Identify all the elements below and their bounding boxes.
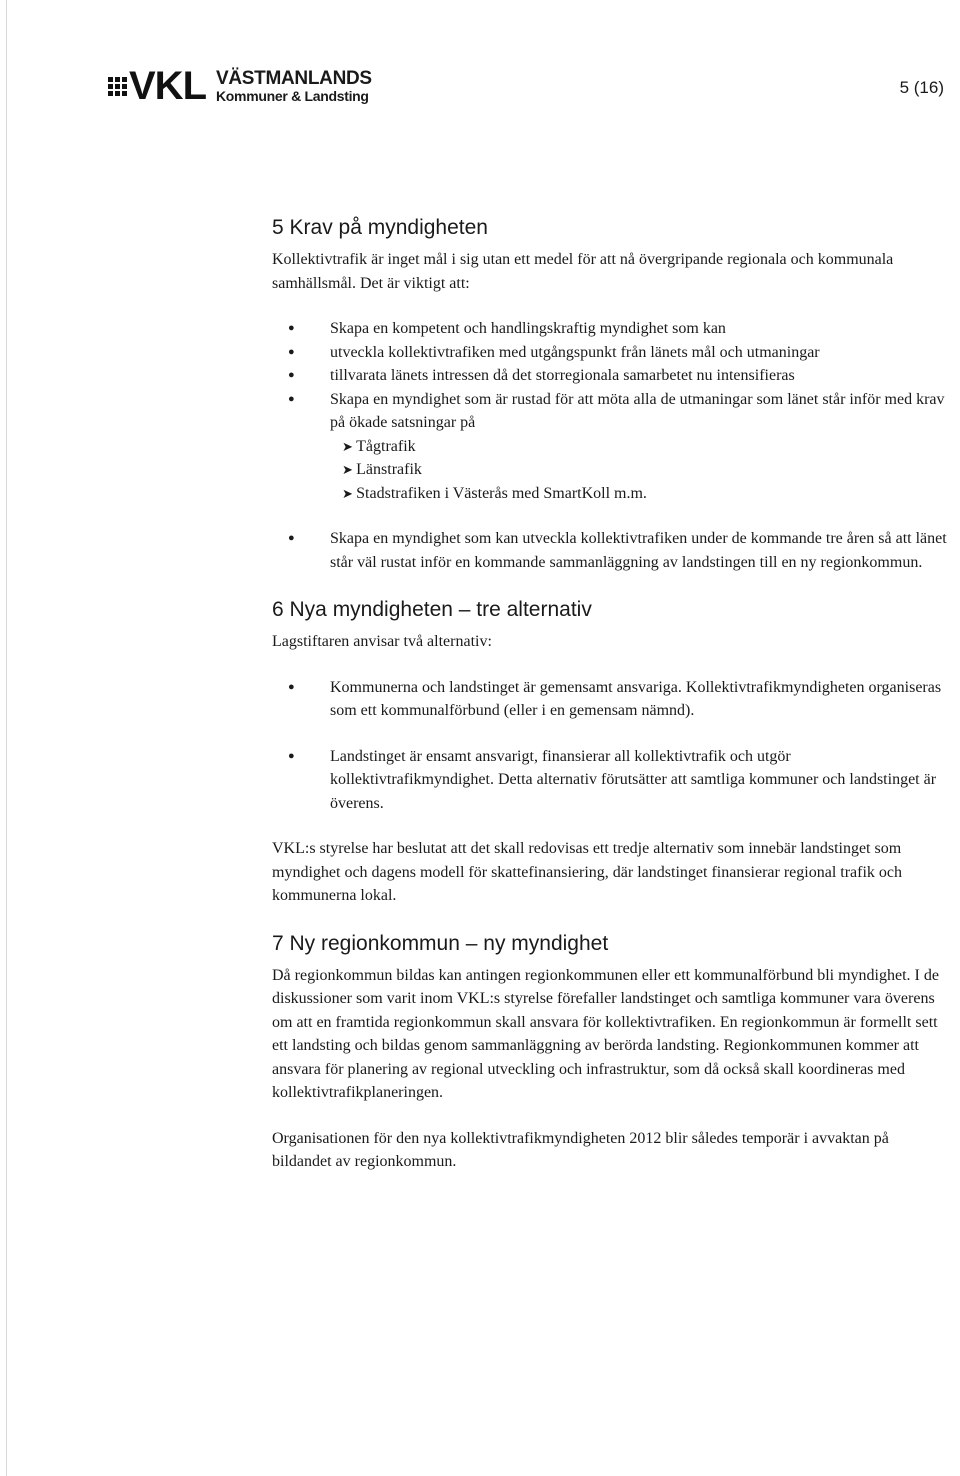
list-item: ● Skapa en myndighet som kan utveckla kollektivtrafiken under de kommande tre åren så att länet står väl rustat inför en kommande sammanläggning av landstingen till en ny regionkommun.	[272, 527, 952, 574]
list-item: ● utveckla kollektivtrafiken med utgångspunkt från länets mål och utmaningar	[272, 341, 952, 365]
document-body	[272, 214, 952, 1174]
sub-list-item: ➤ Länstrafik	[330, 458, 952, 482]
page-header	[108, 62, 948, 112]
vkl-logo	[108, 62, 372, 110]
section-5-heading: 5 Krav på myndigheten	[272, 216, 488, 239]
sub-list	[330, 435, 952, 506]
list-item: ● Kommunerna och landstinget är gemensamt ansvariga. Kollektivtrafikmyndigheten organiseras som ett kommunalförbund (eller i en gemensam nämnd).	[272, 676, 952, 723]
section-5-final-bullet	[272, 527, 952, 574]
sub-list-item: ➤ Stadstrafiken i Västerås med SmartKoll m.m.	[330, 482, 952, 506]
logo-name: VÄSTMANLANDS	[216, 67, 372, 89]
logo-text	[216, 69, 372, 104]
section-6-intro: Lagstiftaren anvisar två alternativ:	[272, 633, 492, 650]
section-6-bullet-list	[272, 676, 952, 816]
section-5-intro: Kollektivtrafik är inget mål i sig utan ett medel för att nå övergripande regionala och kommunala samhällsmål. Det är viktigt att:	[272, 251, 894, 292]
section-7-paragraph-1: Då regionkommun bildas kan antingen regionkommunen eller ett kommunalförbund bli myndighet. I de diskussioner som varit inom VKL:s styrelse förefaller landstinget och samtliga kommuner vara överens om att en framtida regionkommun skall ansvara för kollektivtrafiken. En regionkommun är formellt sett ett landsting och bildas genom sammanläggning av berörda landsting. Regionkommunen kommer att ansvara för planering av regional utveckling och infrastruktur, som då också skall koordineras med kollektivtrafikplaneringen.	[272, 966, 939, 1101]
list-item: ● Landstinget är ensamt ansvarigt, finansierar all kollektivtrafik och utgör kollektivtrafikmyndighet. Detta alternativ förutsätter att samtliga kommuner och landstinget är överens.	[272, 745, 952, 816]
list-item-text: Skapa en myndighet som är rustad för att möta alla de utmaningar som länet står inför med krav på ökade satsningar på	[330, 390, 945, 431]
section-6-paragraph: VKL:s styrelse har beslutat att det skall redovisas ett tredje alternativ som innebär landstinget som myndighet och dagens modell för skattefinansiering, där landstinget finansierar regional trafik och kommunerna lokal.	[272, 840, 903, 904]
logo-subtitle: Kommuner & Landsting	[216, 87, 369, 104]
section-6-heading: 6 Nya myndigheten – tre alternativ	[272, 598, 592, 621]
section-7-paragraph-2: Organisationen för den nya kollektivtrafikmyndigheten 2012 blir således temporär i avvaktan på bildandet av regionkommun.	[272, 1129, 889, 1170]
list-item	[272, 388, 952, 506]
list-item: ● tillvarata länets intressen då det storregionala samarbetet nu intensifieras	[272, 364, 952, 388]
section-7-heading: 7 Ny regionkommun – ny myndighet	[272, 931, 609, 955]
page-number: 5 (16)	[899, 78, 944, 97]
logo-mark: VKL	[129, 64, 206, 108]
scan-edge-line	[6, 0, 7, 1476]
section-5-bullet-list	[272, 317, 952, 505]
sub-list-item: ➤ Tågtrafik	[330, 435, 952, 459]
logo-dots-icon	[108, 77, 127, 96]
list-item: ● Skapa en kompetent och handlingskraftig myndighet som kan	[272, 317, 952, 341]
